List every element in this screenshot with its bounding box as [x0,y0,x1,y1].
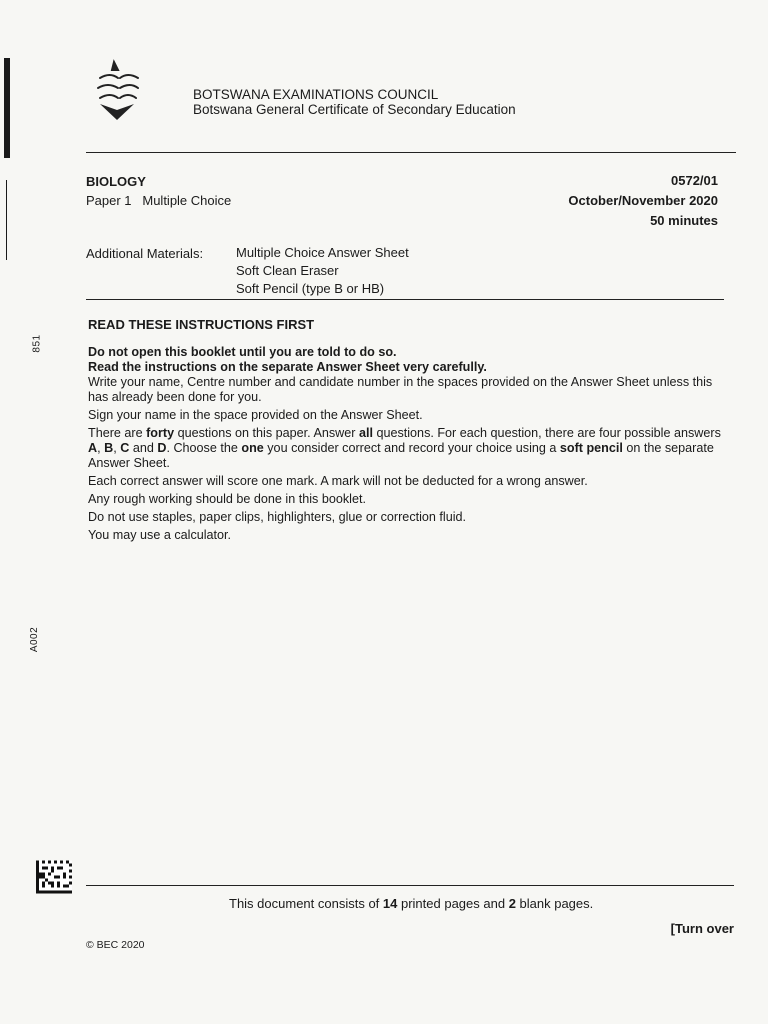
copyright: © BEC 2020 [86,939,145,951]
side-code-a002: A002 [29,626,41,653]
material-item: Soft Clean Eraser [236,263,339,278]
instruction-bold-1: Do not open this booklet until you are told to do so. [88,345,397,359]
council-name: BOTSWANA EXAMINATIONS COUNCIL [193,87,439,102]
bec-logo [92,58,142,122]
instruction-bold-2: Read the instructions on the separate Answer Sheet very carefully. [88,360,487,374]
instructions-body [88,345,728,546]
instruction-paragraph-answers: There are forty questions on this paper. Answer all questions. For each question, there are four possible answers A, B, C and D. Choose the one you consider correct and record your choice using a soft pencil on the separate Answer Sheet. [88,426,721,470]
paper-code: 0572/01 [671,173,718,188]
subject-title: BIOLOGY [86,174,146,189]
instructions-heading: READ THESE INSTRUCTIONS FIRST [88,317,315,332]
materials-label: Additional Materials: [86,246,204,261]
side-code-851: 851 [31,334,43,353]
exam-session: October/November 2020 [568,193,718,208]
instruction-paragraph: Any rough working should be done in this booklet. [88,492,366,506]
header-divider [86,152,736,153]
turn-over-label: [Turn over [670,921,734,936]
instruction-paragraph: You may use a calculator. [88,528,232,542]
paper-line: Paper 1 Multiple Choice [86,193,232,208]
footer-divider [86,885,734,886]
data-matrix-code [36,860,72,894]
council-subtitle: Botswana General Certificate of Secondary Education [193,102,516,117]
material-item: Multiple Choice Answer Sheet [236,245,409,260]
instruction-paragraph: Sign your name in the space provided on the Answer Sheet. [88,408,423,422]
material-item: Soft Pencil (type B or HB) [236,281,385,296]
exam-duration: 50 minutes [650,213,718,228]
materials-divider [86,299,724,300]
scan-edge-mark-mid [6,180,7,260]
scan-edge-mark-top [4,58,10,158]
instruction-paragraph: Do not use staples, paper clips, highlighters, glue or correction fluid. [88,510,467,524]
instruction-paragraph: Write your name, Centre number and candidate number in the spaces provided on the Answer Sheet unless this has already been done for you. [88,375,713,404]
page-count-note: This document consists of 14 printed pages and 2 blank pages. [229,896,594,911]
instruction-paragraph: Each correct answer will score one mark. A mark will not be deducted for a wrong answer. [88,474,588,488]
